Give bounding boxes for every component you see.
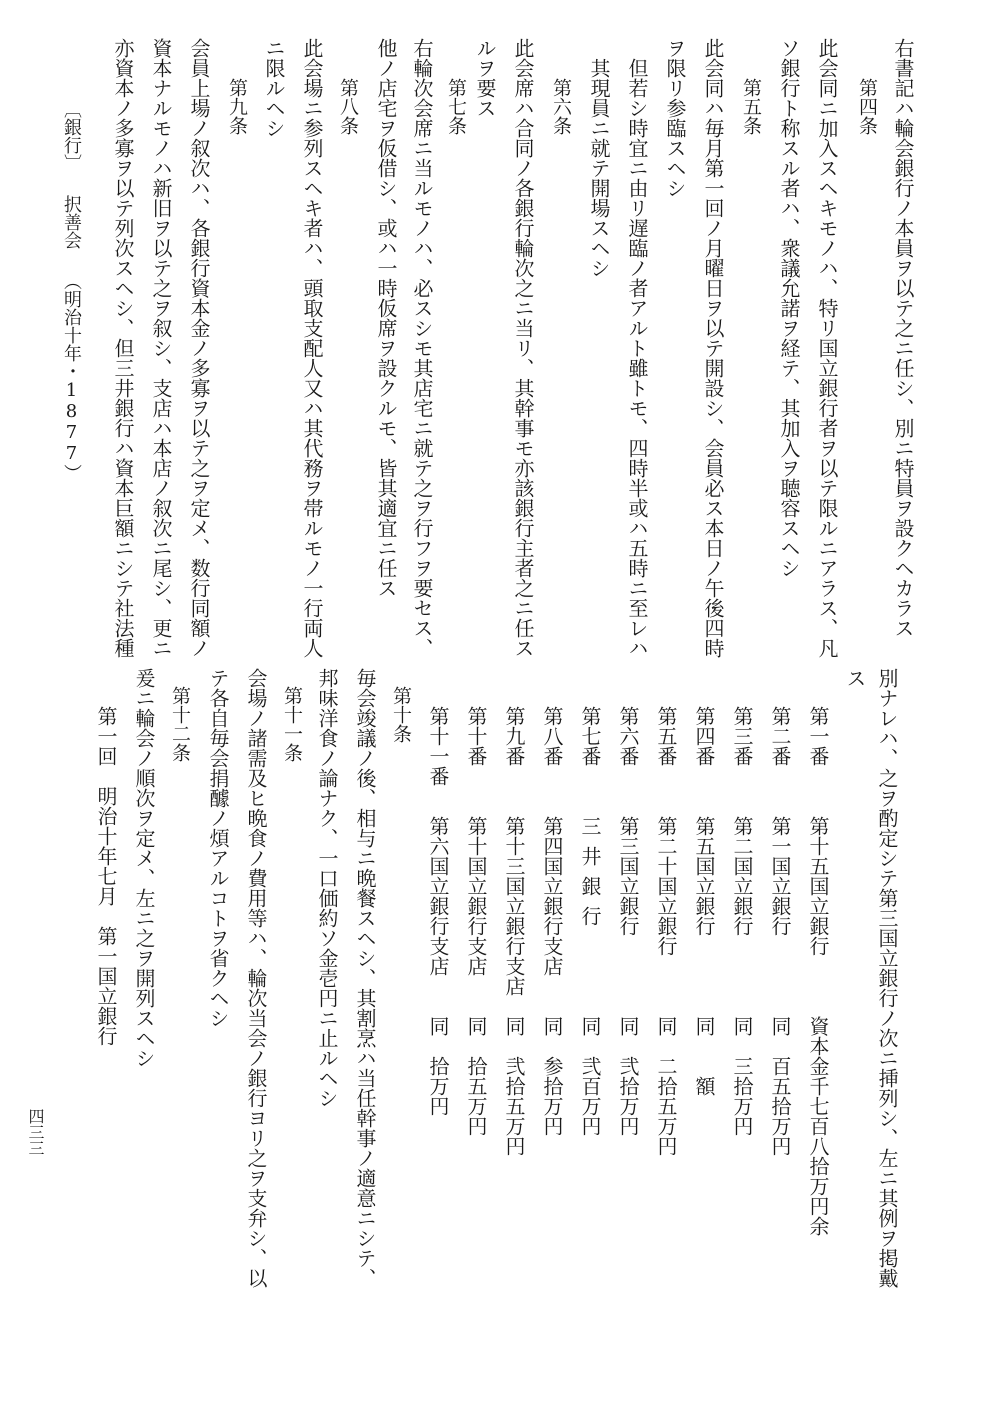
table-row-capital: 同 拾万円 — [426, 1016, 450, 1116]
article-heading: 第五条 — [740, 78, 762, 135]
text-column: 毎会竣議ノ後、相与ニ晩餐スヘシ、其割烹ハ当任幹事ノ適意ニシテ、 — [353, 668, 377, 1288]
text-column: 右書記ハ輪会銀行ノ本員ヲ以テ之ニ任シ、別ニ特員ヲ設クヘカラス — [891, 38, 915, 638]
text-column: 此会同ハ毎月第一回ノ月曜日ヲ以テ開設シ、会員必ス本日ノ午後四時 — [701, 38, 725, 658]
table-row-capital: 資本金千七百八拾万円余 — [806, 1016, 830, 1236]
table-row-bank: 第六国立銀行支店 — [426, 816, 450, 976]
table-row-capital: 同 額 — [692, 1016, 716, 1096]
table-row-bank: 第五国立銀行 — [692, 816, 716, 936]
table-row-bank: 第十三国立銀行支店 — [502, 816, 526, 996]
text-column: 邦味洋食ノ論ナク、一口価約ソ金壱円ニ止ルヘシ — [315, 668, 339, 1108]
table-row-number: 第七番 — [578, 706, 602, 766]
article-heading: 第四条 — [856, 78, 878, 135]
table-row-capital: 同 百五拾万円 — [768, 1016, 792, 1156]
text-column: 亦資本ノ多寡ヲ以テ列次スヘシ、但三井銀行ハ資本巨額ニシテ社法種 — [111, 38, 135, 658]
table-row-number: 第八番 — [540, 706, 564, 766]
table-row-bank: 第十国立銀行支店 — [464, 816, 488, 976]
text-column: 此会席ハ合同ノ各銀行輪次之ニ当リ、其幹事モ亦該銀行主者之ニ任ス — [511, 38, 535, 658]
table-row-capital: 同 弐拾万円 — [616, 1016, 640, 1136]
text-column: 右輪次会席ニ当ルモノハ、必スシモ其店宅ニ就テ之ヲ行フヲ要セス、 — [410, 38, 434, 658]
text-column: ス — [843, 668, 867, 688]
article-heading: 第六条 — [550, 78, 572, 135]
table-row-bank: 三井銀行 — [578, 816, 602, 936]
text-column: 会員上場ノ叙次ハ、各銀行資本金ノ多寡ヲ以テ之ヲ定メ、数行同額ノ — [187, 38, 211, 658]
text-column: ヲ限リ参臨スヘシ — [663, 38, 687, 198]
table-row-number: 第十番 — [464, 706, 488, 766]
text-column: 此会同ニ加入スヘキモノハ、特リ国立銀行者ヲ以テ限ルニアラス、凡 — [815, 38, 839, 658]
table-row-number: 第三番 — [730, 706, 754, 766]
table-row-capital: 同 三拾万円 — [730, 1016, 754, 1136]
table-row-number: 第十一番 — [426, 706, 450, 786]
article-heading: 第十条 — [390, 686, 412, 743]
table-row-number: 第九番 — [502, 706, 526, 766]
table-row-bank: 第三国立銀行 — [616, 816, 640, 936]
table-row-capital: 同 二拾五万円 — [654, 1016, 678, 1156]
text-column: 他ノ店宅ヲ仮借シ、或ハ一時仮席ヲ設クルモ、皆其適宜ニ任ス — [374, 38, 398, 598]
table-row-bank: 第二十国立銀行 — [654, 816, 678, 956]
text-column: 爰ニ輪会ノ順次ヲ定メ、左ニ之ヲ開列スヘシ — [132, 668, 156, 1068]
article-heading: 第十一条 — [281, 686, 303, 762]
article-heading: 第七条 — [445, 78, 467, 135]
table-row-capital: 同 拾五万円 — [464, 1016, 488, 1136]
table-row-number: 第二番 — [768, 706, 792, 766]
text-column: テ各自毎会捐醵ノ煩アルコトヲ省クヘシ — [206, 668, 230, 1028]
table-row-number: 第六番 — [616, 706, 640, 766]
table-row-capital: 同 弐拾五万円 — [502, 1016, 526, 1156]
text-column: 資本ナルモノハ新旧ヲ以テ之ヲ叙シ、支店ハ本店ノ叙次ニ尾シ、更ニ — [149, 38, 173, 658]
text-column: ルヲ要ス — [473, 38, 497, 118]
text-column: 其現員ニ就テ開場スヘシ — [587, 58, 611, 278]
table-row-bank: 第一国立銀行 — [768, 816, 792, 936]
table-row-capital: 同 参拾万円 — [540, 1016, 564, 1136]
footer-era: （明治十年・1877） — [61, 272, 82, 482]
footer-category: 〔銀行〕 — [61, 100, 82, 172]
text-column: ニ限ルヘシ — [262, 38, 286, 138]
text-column: 第一回 明治十年七月 第一国立銀行 — [94, 706, 118, 1046]
page-number: 四三三 — [26, 1108, 45, 1156]
article-heading: 第九条 — [226, 78, 248, 135]
table-row-number: 第四番 — [692, 706, 716, 766]
table-row-bank: 第十五国立銀行 — [806, 816, 830, 956]
text-column: 別ナレハ、之ヲ酌定シテ第三国立銀行ノ次ニ挿列シ、左ニ其例ヲ掲戴 — [875, 668, 899, 1288]
text-column: 但若シ時宜ニ由リ遅臨ノ者アルト雖トモ、四時半或ハ五時ニ至レハ — [625, 58, 649, 658]
article-heading: 第八条 — [337, 78, 359, 135]
table-row-capital: 同 弐百万円 — [578, 1016, 602, 1136]
text-column: 会場ノ諸需及ヒ晩食ノ費用等ハ、輪次当会ノ銀行ヨリ之ヲ支弁シ、以 — [244, 668, 268, 1288]
text-column: ソ銀行ト称スル者ハ、衆議允諾ヲ経テ、其加入ヲ聴容スヘシ — [777, 38, 801, 578]
table-row-number: 第五番 — [654, 706, 678, 766]
table-row-number: 第一番 — [806, 706, 830, 766]
article-heading: 第十二条 — [169, 686, 191, 762]
footer-title: 択善会 — [61, 195, 82, 249]
table-row-bank: 第二国立銀行 — [730, 816, 754, 936]
text-column: 此会場ニ参列スヘキ者ハ、頭取支配人又ハ其代務ヲ帯ルモノ一行両人 — [300, 38, 324, 658]
table-row-bank: 第四国立銀行支店 — [540, 816, 564, 976]
